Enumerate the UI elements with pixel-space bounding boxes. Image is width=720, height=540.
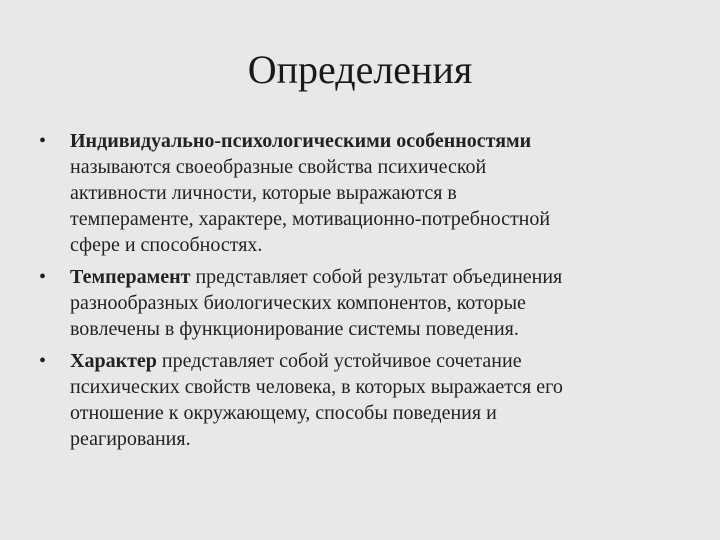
bullet-marker: • — [39, 350, 47, 372]
line-text: представляет собой результат объединения — [190, 266, 563, 288]
bullet-line — [70, 400, 660, 426]
bullet-item-character — [0, 348, 720, 452]
bullet-line — [70, 264, 660, 290]
term-label: Темперамент — [70, 266, 191, 288]
bullet-item-temperament — [0, 264, 720, 342]
bullet-item-individual-features — [0, 128, 720, 258]
bullet-marker: • — [39, 130, 47, 152]
bullet-line — [70, 348, 660, 374]
line-text: темпераменте, характере, мотивационно-потребностной — [70, 208, 551, 230]
bullet-list — [0, 128, 720, 458]
line-text: психических свойств человека, в которых выражается его — [70, 376, 563, 398]
bullet-line — [70, 180, 660, 206]
line-text: реагирования. — [70, 428, 191, 450]
bullet-line — [70, 374, 660, 400]
line-text: отношение к окружающему, способы поведения и — [70, 402, 497, 424]
bullet-text — [70, 348, 660, 452]
bullet-line — [70, 154, 660, 180]
line-text: активности личности, которые выражаются в — [70, 182, 457, 204]
slide-title: Определения — [247, 47, 473, 92]
bullet-line — [70, 128, 660, 154]
line-text: называются своеобразные свойства психической — [70, 156, 487, 178]
line-text: сфере и способностях. — [70, 234, 263, 256]
bullet-line — [70, 316, 660, 342]
term-label: Характер — [70, 350, 157, 372]
bullet-line — [70, 290, 660, 316]
term-label: Индивидуально-психологическими особенностями — [70, 130, 532, 152]
line-text: разнообразных биологических компонентов, которые — [70, 292, 526, 314]
bullet-line — [70, 232, 660, 258]
bullet-text — [70, 264, 660, 342]
line-text: представляет собой устойчивое сочетание — [156, 350, 522, 372]
bullet-marker: • — [39, 266, 47, 288]
bullet-line — [70, 206, 660, 232]
line-text: вовлечены в функционирование системы поведения. — [70, 318, 519, 340]
bullet-text — [70, 128, 660, 258]
bullet-line — [70, 426, 660, 452]
